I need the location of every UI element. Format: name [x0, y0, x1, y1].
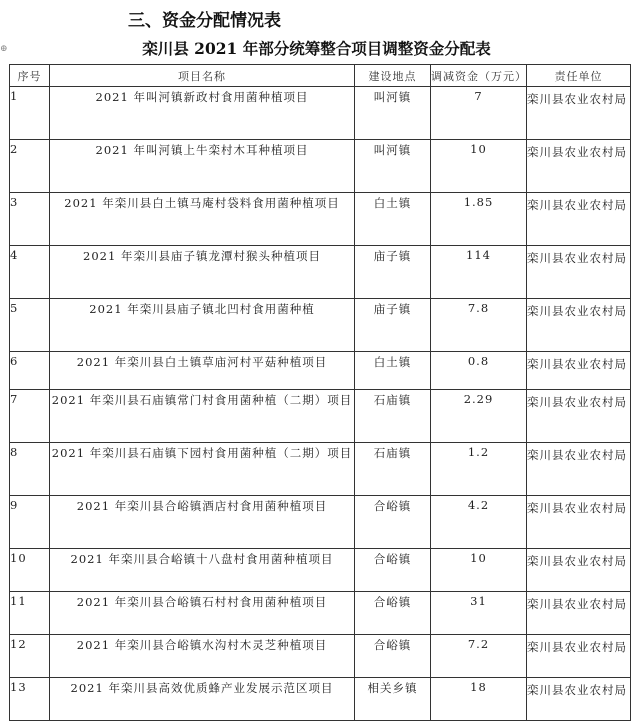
table-row: [10, 246, 631, 299]
allocation-table: [9, 64, 631, 721]
cell-name: 2021 年栾川县白土镇马庵村袋料食用菌种植项目: [50, 193, 355, 246]
cell-amount: 10: [431, 140, 527, 193]
cell-amount: 7.2: [431, 635, 527, 678]
cell-unit: 栾川县农业农村局: [527, 352, 631, 390]
table-row: [10, 87, 631, 140]
cell-location: 白土镇: [355, 352, 431, 390]
cell-amount: 7: [431, 87, 527, 140]
cell-name: 2021 年栾川县合峪镇水沟村木灵芝种植项目: [50, 635, 355, 678]
cell-location: 合峪镇: [355, 549, 431, 592]
cell-location: 合峪镇: [355, 496, 431, 549]
cell-amount: 4.2: [431, 496, 527, 549]
cell-unit: 栾川县农业农村局: [527, 246, 631, 299]
cell-no: 13: [10, 678, 50, 721]
cell-no: 6: [10, 352, 50, 390]
table-row: [10, 299, 631, 352]
table-row: [10, 549, 631, 592]
table-row: [10, 140, 631, 193]
table-row: [10, 635, 631, 678]
cell-name: 2021 年栾川县庙子镇龙潭村猴头种植项目: [50, 246, 355, 299]
table-row: [10, 496, 631, 549]
cell-amount: 114: [431, 246, 527, 299]
cell-unit: 栾川县农业农村局: [527, 390, 631, 443]
table-row: [10, 678, 631, 721]
header-amount: 调减资金（万元）: [431, 65, 527, 87]
cell-name: 2021 年栾川县合峪镇石村村食用菌种植项目: [50, 592, 355, 635]
cell-name: 2021 年栾川县石庙镇常门村食用菌种植（二期）项目: [50, 390, 355, 443]
cell-location: 合峪镇: [355, 635, 431, 678]
cell-no: 5: [10, 299, 50, 352]
cell-location: 庙子镇: [355, 246, 431, 299]
cell-unit: 栾川县农业农村局: [527, 140, 631, 193]
cell-unit: 栾川县农业农村局: [527, 635, 631, 678]
cell-unit: 栾川县农业农村局: [527, 193, 631, 246]
cell-location: 石庙镇: [355, 390, 431, 443]
cell-location: 合峪镇: [355, 592, 431, 635]
cell-no: 11: [10, 592, 50, 635]
cell-no: 3: [10, 193, 50, 246]
cell-unit: 栾川县农业农村局: [527, 496, 631, 549]
cell-name: 2021 年叫河镇上牛栾村木耳种植项目: [50, 140, 355, 193]
table-row: [10, 352, 631, 390]
cell-name: 2021 年栾川县石庙镇下园村食用菌种植（二期）项目: [50, 443, 355, 496]
table-row: [10, 443, 631, 496]
cell-location: 庙子镇: [355, 299, 431, 352]
header-no: 序号: [10, 65, 50, 87]
cell-amount: 0.8: [431, 352, 527, 390]
cell-unit: 栾川县农业农村局: [527, 443, 631, 496]
table-row: [10, 592, 631, 635]
cell-amount: 1.2: [431, 443, 527, 496]
document-title: 栾川县 2021 年部分统筹整合项目调整资金分配表: [142, 39, 491, 58]
cell-name: 2021 年栾川县白土镇草庙河村平菇种植项目: [50, 352, 355, 390]
table-row: [10, 390, 631, 443]
cell-amount: 18: [431, 678, 527, 721]
cell-no: 4: [10, 246, 50, 299]
cell-name: 2021 年栾川县高效优质蜂产业发展示范区项目: [50, 678, 355, 721]
cell-no: 9: [10, 496, 50, 549]
cell-name: 2021 年叫河镇新政村食用菌种植项目: [50, 87, 355, 140]
cell-unit: 栾川县农业农村局: [527, 299, 631, 352]
cell-name: 2021 年栾川县庙子镇北凹村食用菌种植: [50, 299, 355, 352]
cell-name: 2021 年栾川县合峪镇酒店村食用菌种植项目: [50, 496, 355, 549]
cell-unit: 栾川县农业农村局: [527, 592, 631, 635]
cell-unit: 栾川县农业农村局: [527, 549, 631, 592]
header-unit: 责任单位: [527, 65, 631, 87]
cell-amount: 1.85: [431, 193, 527, 246]
cell-location: 叫河镇: [355, 140, 431, 193]
cell-no: 1: [10, 87, 50, 140]
cell-amount: 2.29: [431, 390, 527, 443]
cell-no: 2: [10, 140, 50, 193]
cell-amount: 31: [431, 592, 527, 635]
section-title: 三、资金分配情况表: [128, 11, 281, 31]
cell-name: 2021 年栾川县合峪镇十八盘村食用菌种植项目: [50, 549, 355, 592]
cell-no: 12: [10, 635, 50, 678]
table-row: [10, 193, 631, 246]
anchor-icon: ⊕: [0, 44, 8, 54]
cell-amount: 10: [431, 549, 527, 592]
table-header-row: [10, 65, 631, 87]
header-name: 项目名称: [50, 65, 355, 87]
cell-amount: 7.8: [431, 299, 527, 352]
cell-no: 7: [10, 390, 50, 443]
cell-unit: 栾川县农业农村局: [527, 87, 631, 140]
cell-location: 白土镇: [355, 193, 431, 246]
cell-unit: 栾川县农业农村局: [527, 678, 631, 721]
cell-no: 8: [10, 443, 50, 496]
cell-location: 石庙镇: [355, 443, 431, 496]
cell-location: 叫河镇: [355, 87, 431, 140]
cell-no: 10: [10, 549, 50, 592]
header-location: 建设地点: [355, 65, 431, 87]
cell-location: 相关乡镇: [355, 678, 431, 721]
